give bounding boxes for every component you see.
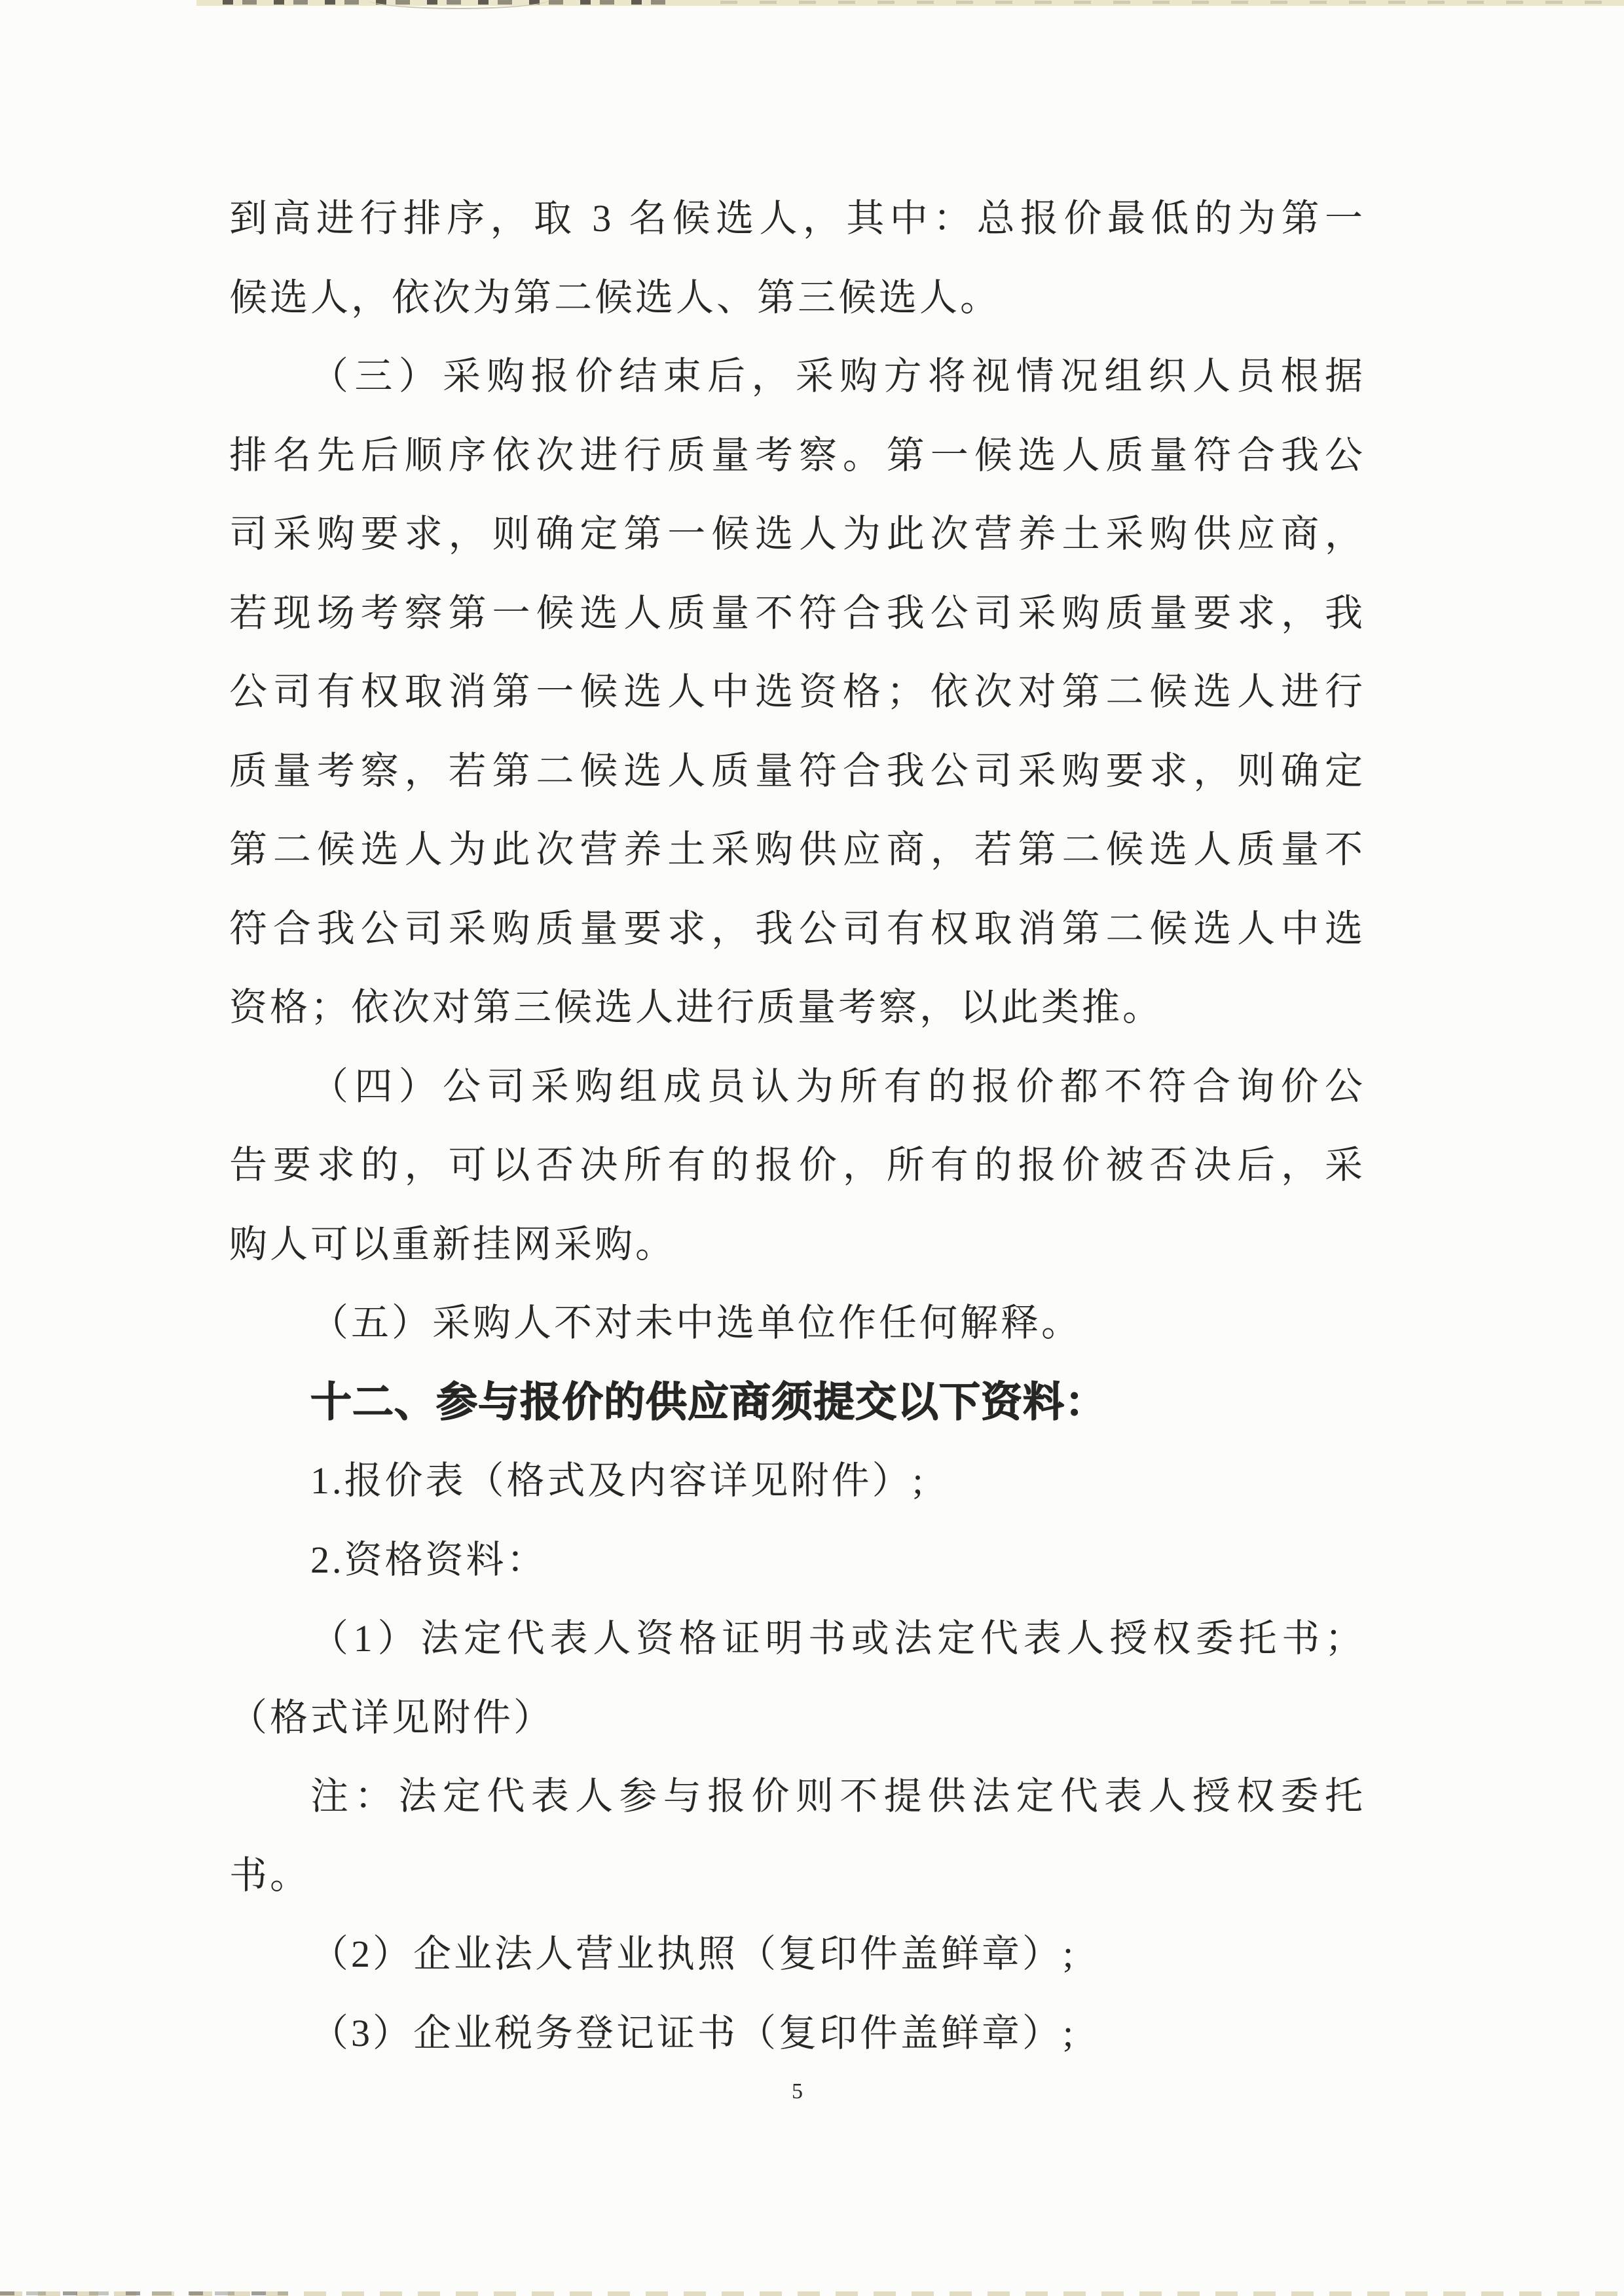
text-line: （3）企业税务登记证书（复印件盖鲜章）; [310, 2011, 1077, 2054]
scan-edge-bottom-dashes [0, 2291, 288, 2295]
page-number: 5 [792, 2079, 803, 2104]
text-line: （2）企业法人营业执照（复印件盖鲜章）; [310, 1933, 1077, 1975]
text-line: 排名先后顺序依次进行质量考察。第一候选人质量符合我公 [229, 433, 1365, 477]
text-line: 2.资格资料： [310, 1538, 547, 1581]
text-line: （1）法定代表人资格证明书或法定代表人授权委托书； [310, 1617, 1365, 1660]
text-line: 公司有权取消第一候选人中选资格；依次对第二候选人进行 [229, 670, 1365, 713]
text-block [229, 194, 1365, 2087]
section-heading: 十二、参与报价的供应商须提交以下资料： [310, 1379, 1107, 1425]
text-line: 质量考察，若第二候选人质量符合我公司采购要求，则确定 [229, 749, 1365, 792]
text-line: 符合我公司采购质量要求，我公司有权取消第二候选人中选 [229, 907, 1365, 950]
text-line: 1.报价表（格式及内容详见附件）; [310, 1459, 926, 1502]
text-line: （五）采购人不对未中选单位作任何解释。 [310, 1302, 1082, 1344]
text-line: 若现场考察第一候选人质量不符合我公司采购质量要求，我 [229, 591, 1365, 634]
text-line: 司采购要求，则确定第一候选人为此次营养土采购供应商， [229, 513, 1365, 555]
text-line: 注：法定代表人参与报价则不提供法定代表人授权委托 [310, 1775, 1365, 1817]
text-line: 第二候选人为此次营养土采购供应商，若第二候选人质量不 [229, 828, 1365, 871]
scan-edge-curl-line [367, 0, 550, 9]
text-line: 书。 [229, 1853, 311, 1897]
text-line: 购人可以重新挂网采购。 [229, 1222, 676, 1266]
scan-edge-top-dashes-faint [720, 1, 1624, 4]
text-line: 告要求的，可以否决所有的报价，所有的报价被否决后，采 [229, 1144, 1365, 1186]
text-line: 候选人，依次为第二候选人、第三候选人。 [229, 276, 1001, 319]
text-line: 资格；依次对第三候选人进行质量考察，以此类推。 [229, 986, 1164, 1029]
text-line: 到高进行排序，取 3 名候选人，其中：总报价最低的为第一 [229, 197, 1365, 240]
text-line: （格式详见附件） [229, 1696, 555, 1739]
text-line: （三）采购报价结束后，采购方将视情况组织人员根据 [310, 355, 1365, 397]
text-line: （四）公司采购组成员认为所有的报价都不符合询价公 [310, 1065, 1365, 1108]
